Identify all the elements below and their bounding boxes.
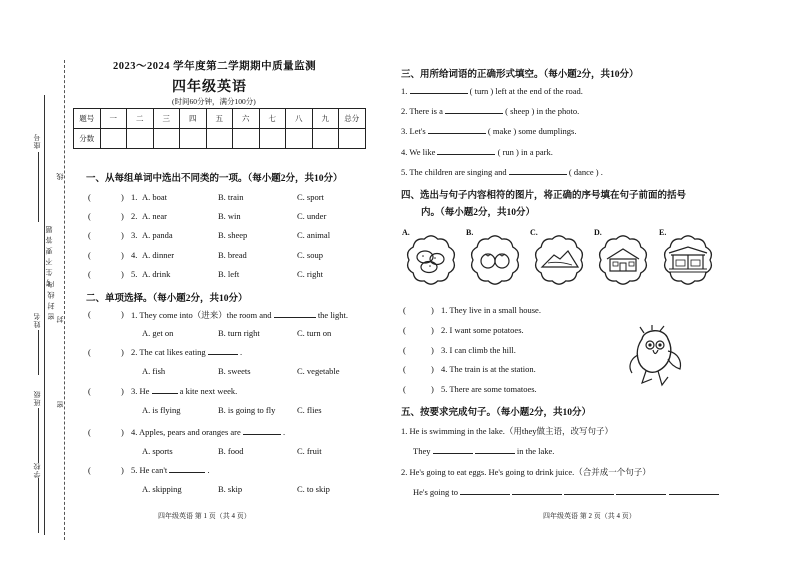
answer-prefix: He's going to	[413, 487, 458, 497]
score-cell[interactable]	[206, 129, 233, 149]
answer-paren-close: )	[431, 305, 434, 315]
answer-blank[interactable]	[475, 446, 515, 454]
part2-heading: 二、单项选择。（每小题2分，共10分）	[86, 294, 248, 304]
answer-slot[interactable]	[412, 344, 430, 355]
seat-label: 座号	[33, 133, 41, 149]
stem-text: The children are singing and	[409, 166, 507, 177]
answer-paren-open: (	[88, 268, 91, 279]
answer-paren-close: )	[121, 386, 124, 396]
answer-slot[interactable]	[100, 229, 120, 240]
option-a: A. drink	[142, 268, 171, 279]
score-cell[interactable]	[127, 129, 154, 149]
answer-blank[interactable]	[274, 310, 316, 318]
option-b: B. is going to fly	[218, 405, 276, 415]
answer-paren-open: (	[88, 211, 91, 222]
part5-q1: 1. He is swimming in the lake.（用they做主语，改写句子）	[401, 426, 614, 436]
name-label: 姓名	[33, 312, 41, 328]
answer-slot[interactable]	[412, 363, 430, 374]
school-field[interactable]	[38, 478, 39, 533]
answer-blank[interactable]	[433, 446, 473, 454]
option-a: A. dinner	[142, 249, 175, 260]
no-answer-note: 考 生 不 要 答 题	[45, 225, 53, 287]
option-b: B. skip	[218, 484, 243, 494]
answer-blank[interactable]	[445, 106, 503, 114]
option-c: C. under	[297, 211, 327, 222]
answer-paren-close: )	[121, 249, 124, 260]
question-number: 1.	[401, 86, 408, 96]
part5-heading: 五、按要求完成句子。（每小题2分，共10分）	[401, 408, 592, 418]
question-number: 4.	[131, 249, 138, 260]
fill-question	[401, 147, 553, 157]
option-label: A.	[402, 228, 410, 237]
sentence	[441, 325, 524, 335]
table-cell: 八	[286, 109, 313, 129]
answer-slot[interactable]	[100, 191, 120, 202]
option-label: B.	[466, 228, 474, 237]
question-number: 1.	[131, 192, 138, 202]
option-c: C. vegetable	[297, 366, 340, 376]
answer-blank[interactable]	[208, 347, 238, 355]
part5-q1-answer	[413, 446, 554, 456]
question-stem	[131, 427, 285, 437]
answer-paren-open: (	[88, 347, 91, 357]
answer-paren-open: (	[403, 384, 406, 395]
word-hint: ( dance )	[568, 166, 599, 177]
answer-blank[interactable]	[460, 487, 510, 495]
table-cell: 四	[180, 109, 207, 129]
binding-line-dashed	[64, 60, 65, 540]
answer-blank[interactable]	[169, 465, 205, 473]
answer-paren-close: )	[121, 230, 124, 241]
part3-heading: 三、用所给词语的正确形式填空。（每小题2分，共10分）	[401, 70, 639, 80]
table-cell: 总分	[339, 109, 366, 129]
class-field[interactable]	[38, 408, 39, 463]
option-label: E.	[659, 228, 667, 237]
question-number: 4.	[131, 427, 138, 437]
time-score-note: (时间60分钟，满分100分)	[172, 97, 256, 106]
fill-question	[401, 126, 576, 136]
answer-paren-open: (	[88, 192, 91, 202]
option-b: B. train	[218, 192, 244, 202]
score-table	[73, 108, 366, 149]
sentence	[441, 345, 516, 355]
answer-blank[interactable]	[410, 86, 468, 94]
word-hint: ( make )	[487, 126, 517, 137]
answer-slot[interactable]	[100, 268, 120, 279]
stem-text: Apples, pears and oranges are	[139, 427, 241, 437]
option-a: A. sports	[142, 446, 173, 456]
option-c: C. right	[297, 268, 323, 279]
part5-q2-answer	[413, 487, 719, 497]
answer-paren-open: (	[88, 230, 91, 241]
answer-paren-open: (	[403, 364, 406, 375]
sentence-text: There are some tomatoes.	[449, 384, 537, 395]
score-cell[interactable]	[286, 129, 313, 149]
score-cell[interactable]	[312, 129, 339, 149]
option-b: B. win	[218, 211, 241, 222]
option-a-potatoes-picture	[404, 233, 458, 287]
option-c: C. flies	[297, 405, 322, 415]
answer-slot[interactable]	[100, 426, 120, 437]
answer-paren-open: (	[403, 344, 406, 355]
table-cell: 题号	[74, 109, 101, 129]
option-c-hill-picture	[532, 233, 586, 287]
answer-paren-close: )	[431, 344, 434, 355]
fill-question	[401, 167, 603, 177]
class-label: 班级	[33, 390, 41, 406]
option-d-house-picture	[596, 233, 650, 287]
binding-line-outer	[44, 95, 45, 535]
exam-title: 2023～2024 学年度第二学期期中质量监测	[113, 61, 317, 72]
stem-text: Let's	[409, 126, 426, 137]
answer-paren-open: (	[403, 305, 406, 315]
question-number: 4.	[441, 364, 448, 375]
line-mark: 线	[56, 172, 64, 180]
option-a: A. panda	[142, 230, 173, 241]
answer-blank[interactable]	[243, 427, 281, 435]
seat-field[interactable]	[38, 152, 39, 222]
option-b: B. bread	[218, 249, 247, 260]
stem-text: We like	[409, 146, 436, 157]
option-b: B. sweets	[218, 366, 251, 376]
option-c: C. soup	[297, 249, 323, 260]
option-b: B. turn right	[218, 328, 260, 338]
word-hint: ( turn )	[469, 86, 494, 96]
option-c: C. animal	[297, 230, 331, 241]
option-label: D.	[594, 228, 602, 237]
option-a: A. fish	[142, 366, 166, 376]
answer-paren-open: (	[88, 249, 91, 260]
stem-text: some dumplings.	[518, 126, 577, 137]
option-a: A. boat	[142, 192, 168, 202]
sentence-text: I want some potatoes.	[449, 324, 524, 335]
option-a: A. near	[142, 211, 168, 222]
table-cell: 五	[206, 109, 233, 129]
answer-paren-close: )	[121, 211, 124, 222]
parrot-illustration	[624, 325, 686, 389]
answer-paren-close: )	[121, 347, 124, 357]
sentence	[441, 305, 541, 315]
stem-text: .	[207, 465, 210, 475]
question-number: 5.	[131, 268, 138, 279]
option-c: C. turn on	[297, 328, 332, 338]
question-number: 1.	[131, 310, 138, 320]
answer-blank[interactable]	[509, 167, 567, 175]
secret-mark: 密	[56, 400, 64, 408]
sentence-text: The train is at the station.	[449, 364, 536, 375]
answer-slot[interactable]	[100, 249, 120, 260]
question-number: 3.	[131, 230, 138, 241]
word-hint: ( sheep )	[505, 106, 535, 117]
question-number: 1.	[441, 305, 448, 315]
footer-left: 四年级英语 第 1 页（共 4 页）	[158, 512, 251, 520]
answer-slot[interactable]	[100, 210, 120, 221]
table-cell: 分数	[74, 129, 101, 149]
answer-blank[interactable]	[616, 487, 666, 495]
stem-text: in a park.	[520, 146, 553, 157]
question-number: 2.	[401, 106, 408, 117]
answer-blank[interactable]	[512, 487, 562, 495]
option-b: B. left	[218, 268, 240, 279]
answer-blank[interactable]	[669, 487, 719, 495]
score-cell[interactable]	[259, 129, 286, 149]
question-number: 3.	[401, 126, 408, 137]
stem-text: a kite next week.	[179, 386, 238, 396]
stem-text: The cat likes eating	[139, 347, 206, 357]
part4-heading-cont: 内。（每小题2分，共10分）	[421, 208, 536, 218]
stem-text: He	[139, 386, 150, 396]
fill-question	[401, 106, 579, 116]
fill-question	[401, 86, 583, 96]
stem-text: in the photo.	[536, 106, 580, 117]
stem-text: the light.	[317, 310, 349, 320]
question-number: 2.	[131, 211, 138, 222]
answer-paren-close: )	[121, 192, 124, 202]
question-number: 4.	[401, 146, 408, 157]
stem-text: .	[239, 347, 243, 357]
question-stem	[131, 386, 237, 396]
sentence-text: They live in a small house.	[449, 305, 541, 315]
question-number: 5.	[401, 166, 408, 177]
question-number: 5.	[131, 465, 138, 475]
answer-paren-close: )	[121, 465, 124, 475]
sentence	[441, 384, 537, 394]
answer-slot[interactable]	[100, 385, 120, 396]
option-b: B. sheep	[218, 230, 248, 241]
option-a: A. get on	[142, 328, 174, 338]
stem-text: left at the end of the road.	[495, 86, 583, 96]
question-stem	[131, 309, 348, 321]
answer-paren-open: (	[88, 386, 91, 396]
stem-text: There is a	[409, 106, 443, 117]
table-cell: 七	[259, 109, 286, 129]
school-label: 学校	[33, 462, 41, 478]
seal-mark: 封	[56, 315, 64, 323]
subject-title: 四年级英语	[172, 80, 247, 95]
stem-text: .	[600, 166, 603, 177]
option-c: C. to skip	[297, 484, 330, 494]
option-b: B. food	[218, 446, 244, 456]
option-e-station-picture	[661, 233, 715, 287]
answer-suffix: in the lake.	[516, 446, 555, 456]
question-number: 2.	[441, 324, 448, 335]
name-field[interactable]	[38, 330, 39, 375]
question-number: 3.	[441, 344, 448, 355]
table-cell: 九	[312, 109, 339, 129]
stem-text: He can't	[139, 465, 168, 475]
answer-paren-close: )	[431, 384, 434, 395]
answer-slot[interactable]	[100, 346, 120, 357]
part5-q2: 2. He's going to eat eggs. He's going to drink juice.（合并成一个句子）	[401, 467, 651, 477]
answer-paren-open: (	[88, 465, 91, 475]
answer-slot[interactable]	[412, 324, 430, 335]
answer-blank[interactable]	[437, 147, 495, 155]
option-b-tomatoes-picture	[468, 233, 522, 287]
table-cell: 三	[153, 109, 180, 129]
answer-blank[interactable]	[564, 487, 614, 495]
answer-blank[interactable]	[428, 126, 486, 134]
part1-heading: 一、从每组单词中选出不同类的一项。（每小题2分，共10分）	[86, 174, 343, 184]
score-table-header-row	[74, 109, 366, 129]
question-number: 3.	[131, 386, 138, 396]
stem-text: They come into（进来）the room and	[139, 310, 272, 320]
sentence-text: I can climb the hill.	[449, 344, 516, 355]
option-label: C.	[530, 228, 538, 237]
answer-slot[interactable]	[412, 383, 430, 394]
table-cell: 二	[127, 109, 154, 129]
option-c: C. sport	[297, 192, 324, 202]
answer-paren-open: (	[88, 427, 91, 437]
seal-note: 密 封 线 内	[47, 280, 55, 321]
table-cell: 一	[100, 109, 127, 129]
answer-slot[interactable]	[100, 464, 120, 475]
question-number: 2.	[131, 347, 138, 357]
question-stem	[131, 465, 210, 475]
option-a: A. is flying	[142, 405, 181, 415]
answer-paren-close: )	[431, 364, 434, 375]
score-cell[interactable]	[233, 129, 260, 149]
answer-blank[interactable]	[152, 386, 178, 394]
answer-prefix: They	[413, 446, 431, 456]
table-cell: 六	[233, 109, 260, 129]
score-cell[interactable]	[153, 129, 180, 149]
question-stem	[131, 347, 242, 357]
word-hint: ( run )	[497, 146, 519, 157]
answer-slot[interactable]	[100, 308, 120, 319]
score-table-score-row	[74, 129, 366, 149]
sentence	[441, 364, 536, 374]
answer-paren-close: )	[121, 268, 124, 279]
answer-slot[interactable]	[412, 304, 430, 315]
score-cell[interactable]	[100, 129, 127, 149]
score-cell[interactable]	[180, 129, 207, 149]
footer-right: 四年级英语 第 2 页（共 4 页）	[543, 512, 636, 520]
answer-paren-close: )	[121, 427, 124, 437]
answer-paren-close: )	[121, 309, 124, 319]
score-cell[interactable]	[339, 129, 366, 149]
answer-paren-open: (	[403, 324, 406, 335]
question-number: 5.	[441, 384, 448, 395]
answer-paren-close: )	[431, 324, 434, 335]
answer-paren-open: (	[88, 309, 91, 319]
stem-text: .	[283, 427, 286, 437]
option-a: A. skipping	[142, 484, 182, 494]
part4-heading: 四、选出与句子内容相符的图片，将正确的序号填在句子前面的括号	[401, 191, 687, 201]
option-c: C. fruit	[297, 446, 322, 456]
